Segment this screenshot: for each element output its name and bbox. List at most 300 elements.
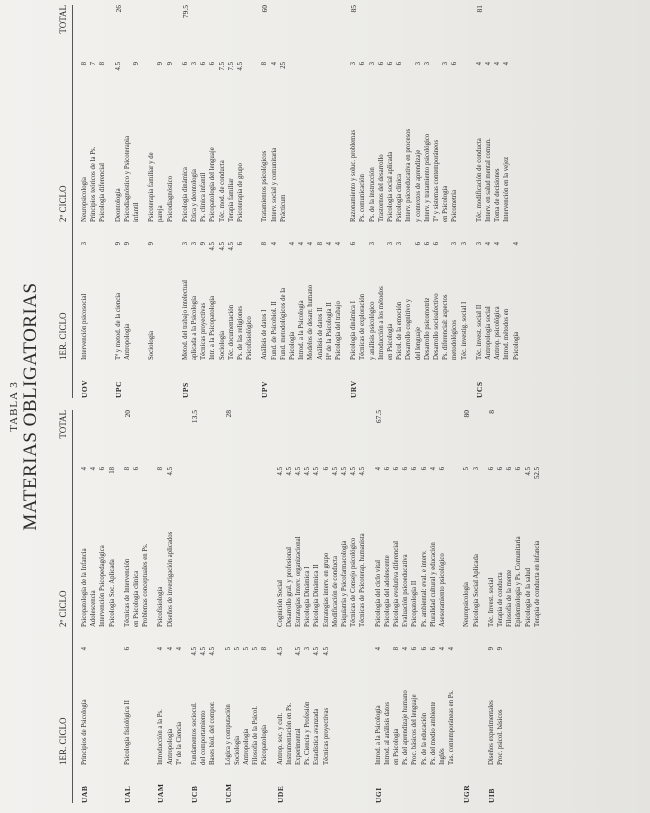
subject-name: Antropología — [123, 323, 131, 360]
subject-credits: 4 — [90, 467, 98, 471]
subject-name: Téc. documentación — [227, 304, 235, 360]
subject-item — [199, 647, 208, 765]
subject-name: en Psicología — [442, 185, 450, 222]
subject-item — [410, 467, 419, 627]
university-code: UCM — [223, 783, 233, 803]
subject-credits: 4.5 — [166, 467, 174, 476]
university-code: URV — [349, 380, 359, 398]
subject-name: Fund. metodológicos de la — [279, 287, 287, 360]
subject-name: Tª y metod. de la ciencia — [114, 292, 122, 360]
subject-credits: 3 — [414, 62, 422, 66]
subject-credits: 3 — [368, 242, 376, 246]
subject-item — [80, 647, 89, 765]
subject-name: Introducción a la Ps. — [157, 709, 165, 765]
university-total: 20 — [122, 410, 132, 418]
subject-name: Ps. del medio ambiente — [429, 701, 437, 765]
subject-item — [236, 62, 245, 222]
subject-credits: 9 — [148, 242, 156, 246]
subject-name: Proc. básicos del lenguaje — [411, 694, 419, 765]
subject-name: Técnicas de exploración — [359, 293, 367, 360]
subject-name: Instrumentación en Ps. — [285, 702, 293, 765]
subject-item — [218, 62, 227, 222]
subject-credits: 4.5 — [285, 467, 293, 476]
subject-item — [285, 467, 294, 627]
subject-credits: 4.5 — [341, 467, 349, 476]
subject-credits: 4 — [270, 62, 278, 66]
subject-item — [441, 242, 450, 360]
subject-item — [147, 242, 156, 360]
subject-credits: 4 — [175, 647, 183, 651]
subject-item — [358, 467, 367, 627]
subject-item — [496, 647, 505, 765]
subject-credits: 5 — [233, 647, 241, 651]
second-cycle-column — [80, 62, 108, 222]
subject-credits: 3 — [423, 62, 431, 66]
subject-credits — [123, 62, 132, 65]
subject-item — [276, 647, 285, 765]
subject-item — [98, 62, 107, 222]
subject-item — [414, 242, 423, 360]
subject-credits — [147, 62, 156, 65]
subject-name: Psicología del trabajo — [335, 301, 343, 360]
subject-item — [358, 62, 367, 222]
subject-credits: 3 — [387, 242, 394, 246]
university-total: 28 — [223, 410, 233, 418]
subject-item — [423, 62, 432, 222]
subject-credits: 4.5 — [313, 467, 321, 476]
subject-credits: 4.5 — [218, 242, 226, 251]
subject-item — [432, 242, 441, 360]
subject-name: Psicología evolutiva diferencial — [393, 540, 400, 627]
second-cycle-column — [487, 467, 542, 627]
subject-name: Psicología dinámica I — [350, 301, 358, 360]
subject-name: Bases biol. del compor. — [209, 701, 217, 765]
subject-credits: 8 — [261, 62, 269, 66]
subject-credits: 4 — [298, 242, 306, 246]
column-header-row — [52, 5, 74, 398]
subject-name: Ps. ambiental: eval. e interv. — [420, 550, 428, 627]
subject-item — [349, 467, 358, 627]
subject-name: Estrategias Interv. organizacional — [295, 536, 302, 627]
header-rule — [72, 410, 73, 803]
subject-item — [156, 647, 165, 765]
subject-credits: 8 — [393, 647, 400, 651]
second-cycle-column — [276, 467, 368, 627]
subject-credits: 8 — [123, 467, 131, 471]
subject-credits: 4 — [485, 242, 492, 246]
subject-credits: 3 — [81, 242, 88, 246]
subject-item — [80, 242, 89, 360]
university-code: UAM — [156, 783, 166, 803]
subject-credits: 4.5 — [209, 242, 217, 251]
subject-item — [218, 242, 227, 360]
subject-name: Hª de la Psicología II — [325, 302, 333, 360]
subject-item — [80, 467, 89, 627]
subject-name: Intr. a la Psicopatología — [209, 295, 217, 360]
subject-credits: 4.5 — [227, 242, 235, 251]
header-second-cycle: 2º CICLO — [58, 185, 68, 222]
university-code: UPC — [113, 381, 123, 398]
subject-item — [80, 62, 89, 222]
subject-item — [166, 647, 175, 765]
subject-credits: 3 — [460, 242, 468, 246]
subject-credits: 7.5 — [227, 62, 235, 71]
subject-credits: 6 — [99, 467, 107, 471]
subject-item — [285, 647, 294, 765]
subject-item — [245, 242, 254, 360]
subject-credits: 6 — [123, 647, 131, 651]
table-right-half — [52, 5, 642, 398]
subject-credits: 3 — [472, 467, 480, 471]
subject-credits: 3 — [181, 242, 189, 246]
subject-name: Ps. del aprendizaje humano — [402, 690, 410, 765]
subject-credits: 6 — [439, 467, 447, 471]
subject-name: Técnicas proyectivas — [322, 707, 330, 765]
subject-credits: 4 — [494, 242, 502, 246]
subject-credits: 8 — [261, 242, 269, 246]
first-cycle-column — [224, 647, 270, 765]
subject-name: Evaluación psicoeducativa — [402, 554, 410, 627]
subject-credits: 4 — [166, 647, 174, 651]
subject-name: Tas. contemporáneas en Ps. — [448, 690, 456, 765]
subject-name: Modelos de desarr. humano — [307, 284, 315, 360]
subject-credits: 4.5 — [237, 62, 245, 71]
subject-credits: 52.5 — [533, 467, 541, 479]
subject-item — [410, 647, 419, 765]
subject-credits — [245, 242, 254, 245]
subject-name: en Psicología clínica — [133, 570, 140, 627]
subject-item — [524, 467, 533, 627]
subject-name: Estadística avanzada — [313, 708, 321, 765]
subject-item — [429, 467, 438, 627]
subject-name: Psicopatología II — [411, 580, 419, 627]
subject-item — [227, 242, 236, 360]
subject-item — [438, 467, 447, 627]
subject-credits: 9 — [157, 62, 165, 66]
subject-name: y análisis psicológico — [368, 301, 376, 360]
subject-name: Intervención en la vejez — [503, 156, 511, 222]
subject-credits: 3 — [350, 62, 358, 66]
first-cycle-column — [114, 242, 132, 360]
first-cycle-column — [181, 242, 255, 360]
subject-item — [374, 467, 383, 627]
subject-credits: 4 — [307, 242, 315, 246]
subject-credits: 6 — [383, 467, 391, 471]
subject-item — [493, 242, 502, 360]
subject-credits: 6 — [433, 242, 441, 246]
subject-name: Asesoramiento psicológico — [439, 553, 447, 627]
subject-item — [450, 62, 459, 222]
subject-item — [98, 467, 107, 627]
subject-item — [316, 242, 325, 360]
subject-item — [322, 467, 331, 627]
subject-credits — [502, 242, 511, 245]
second-cycle-column — [123, 467, 151, 627]
subject-item — [294, 647, 303, 765]
second-cycle-column — [374, 467, 448, 627]
subject-item — [294, 467, 303, 627]
subject-credits: 6 — [209, 62, 217, 66]
subject-credits: 6 — [393, 467, 400, 471]
subject-item — [224, 647, 233, 765]
subject-item — [190, 647, 199, 765]
subject-credits: 4.5 — [276, 467, 284, 476]
subject-item — [401, 467, 410, 627]
subject-item — [349, 62, 358, 222]
second-cycle-column — [80, 467, 117, 627]
subject-name: Psicología de la salud — [524, 567, 532, 627]
subject-name: Antropología — [243, 728, 250, 765]
subject-name: Técnicas de Intervención — [123, 558, 131, 627]
subject-item — [270, 242, 279, 360]
subject-credits: 6 — [506, 467, 514, 471]
subject-item — [502, 62, 511, 222]
subject-item — [141, 467, 150, 627]
subject-item — [123, 647, 132, 765]
table-number: TABLA 3 — [8, 381, 20, 432]
subject-name: Interv. social y comunitaria — [270, 147, 278, 222]
subject-item — [358, 242, 367, 360]
subject-name: Antropología social — [485, 306, 492, 360]
header-second-cycle: 2º CICLO — [58, 590, 68, 627]
subject-credits: 5 — [243, 647, 250, 651]
subject-name: Fund. de Psicobiol. II — [270, 301, 278, 360]
subject-name: Psicometría — [451, 189, 459, 222]
subject-name: Interv. y tratamiento psicológico — [423, 133, 431, 222]
subject-name: Téc. mod. de conducta — [218, 160, 226, 222]
subject-item — [447, 647, 456, 765]
subject-item — [123, 467, 132, 627]
first-cycle-column — [80, 242, 89, 360]
second-cycle-column — [114, 62, 142, 222]
subject-item — [303, 467, 312, 627]
subject-item — [114, 242, 123, 360]
subject-item — [276, 467, 285, 627]
header-first-cycle: 1ER. CICLO — [58, 717, 68, 765]
subject-credits: 9 — [166, 62, 174, 66]
subject-name: Ps. clínica infantil — [200, 172, 208, 222]
subject-item — [404, 62, 413, 222]
subject-item — [156, 62, 165, 222]
subject-credits: 9 — [133, 62, 140, 66]
subject-credits: 4 — [335, 242, 343, 246]
subject-item — [420, 467, 429, 627]
subject-credits: 4.5 — [331, 467, 339, 476]
subject-credits: 3 — [368, 62, 376, 66]
subject-item — [377, 242, 386, 360]
subject-item — [450, 242, 459, 360]
subject-item — [322, 647, 331, 765]
subject-name: Ps. comunicación — [359, 174, 367, 222]
subject-name: Introducción a los métodos — [377, 286, 385, 360]
subject-item — [132, 62, 141, 222]
subject-credits: 7 — [90, 62, 98, 66]
subject-name: Cognición Social — [276, 579, 284, 627]
subject-credits: 9 — [497, 647, 504, 651]
subject-credits — [279, 242, 288, 245]
first-cycle-column — [475, 242, 521, 360]
first-cycle-column — [190, 647, 218, 765]
subject-name: Neuropsicología — [463, 582, 471, 627]
subject-name: Téc. investig. social I — [460, 301, 468, 360]
university-code: UOV — [80, 379, 89, 398]
university-code: UCS — [474, 381, 484, 398]
subject-item — [306, 242, 315, 360]
table-title: MATERIAS OBLIGATORIAS — [20, 282, 41, 531]
second-cycle-column — [147, 62, 175, 222]
subject-item — [89, 467, 98, 627]
subject-name: Terapia familiar — [227, 178, 235, 222]
subject-name: Psicoterapia de grupo — [237, 163, 245, 222]
subject-credits: 3 — [396, 242, 404, 246]
subject-name: Téc. Invest. social — [487, 577, 495, 627]
subject-item — [89, 62, 98, 222]
subject-name: Adolescencia — [90, 590, 98, 627]
subject-name: aplicada a la Psicología — [191, 296, 198, 360]
subject-name: Psicol. de la emoción — [396, 301, 404, 360]
subject-item — [325, 242, 334, 360]
subject-name: del lenguaje — [414, 326, 422, 360]
subject-name: Psicología — [512, 331, 520, 360]
university-code: UGR — [462, 784, 472, 803]
subject-name: Trastornos del desarrollo — [377, 154, 385, 222]
subject-name: Ética y deontología — [191, 169, 198, 222]
first-cycle-column — [349, 242, 469, 360]
subject-credits — [377, 242, 386, 245]
subject-name: Ps. Ciencia y Profesión — [304, 701, 312, 765]
subject-item — [242, 647, 251, 765]
subject-credits: 6 — [411, 647, 419, 651]
subject-name: Psicología Social Aplicada — [472, 554, 480, 627]
column-header-row — [52, 410, 74, 803]
subject-item — [374, 647, 383, 765]
subject-item — [123, 62, 132, 222]
subject-credits: 18 — [108, 467, 116, 474]
subject-item — [208, 62, 217, 222]
subject-item — [496, 467, 505, 627]
subject-credits: 6 — [411, 467, 419, 471]
subject-credits: 7.5 — [218, 62, 226, 71]
subject-name: Psicología Soc. Aplicada — [108, 559, 116, 627]
subject-name: Toma de decisiones — [494, 168, 502, 222]
university-total: 67.5 — [373, 410, 383, 424]
second-cycle-column — [349, 62, 459, 222]
subject-credits: 4 — [485, 62, 492, 66]
subject-name: Interv. psicoeducativa en procesos — [405, 128, 413, 222]
subject-item — [260, 62, 269, 222]
subject-item — [156, 467, 165, 627]
subject-item — [108, 467, 117, 627]
subject-credits: 4 — [475, 62, 483, 66]
subject-credits: 5 — [224, 647, 232, 651]
subject-name: y contextos de aprendizaje — [414, 149, 422, 222]
subject-credits — [441, 242, 450, 245]
subject-credits: 4.5 — [276, 647, 284, 656]
subject-credits — [285, 647, 294, 650]
subject-credits: 4 — [325, 242, 333, 246]
subject-name: Sociología — [233, 735, 241, 765]
subject-name: en Psicología — [393, 728, 400, 765]
subject-item — [502, 242, 511, 360]
subject-item — [190, 62, 199, 222]
university-code: UGI — [373, 787, 383, 803]
subject-item — [349, 242, 358, 360]
subject-credits — [404, 62, 413, 65]
subject-name: Sociología — [148, 330, 156, 360]
subject-item — [484, 62, 493, 222]
subject-name: Téc. modificación de conducta — [475, 138, 483, 222]
subject-item — [460, 242, 469, 360]
subject-item — [260, 242, 269, 360]
subject-name: Proc. psicol. básicos — [497, 709, 504, 765]
subject-name: Ps. de la instrucción — [368, 167, 376, 222]
subject-credits: 4.5 — [524, 467, 532, 476]
subject-credits: 4.5 — [313, 647, 321, 656]
subject-credits: 6 — [181, 62, 189, 66]
first-cycle-column — [260, 242, 343, 360]
subject-name: Deontología — [114, 188, 122, 222]
subject-item — [420, 647, 429, 765]
subject-credits — [432, 62, 441, 65]
subject-name: Psicología social aplicada — [387, 151, 394, 222]
subject-item — [270, 62, 279, 222]
subject-item — [401, 647, 410, 765]
subject-credits: 8 — [157, 467, 165, 471]
subject-name: Razonamiento y soluc. problemas — [350, 129, 358, 222]
first-cycle-column — [147, 242, 156, 360]
subject-credits: 4.5 — [359, 467, 367, 476]
subject-credits — [141, 467, 150, 470]
subject-name: Psicología Dinámica I — [304, 566, 312, 627]
second-cycle-column — [462, 467, 480, 627]
university-code: UCB — [190, 785, 199, 803]
subject-name: Tª y sistemas contemporáneos — [433, 139, 441, 222]
subject-item — [475, 62, 484, 222]
subject-name: Psicología Dinámica II — [313, 564, 321, 627]
subject-name: Terapia de conducta en infancia — [533, 540, 541, 627]
subject-item — [303, 647, 312, 765]
subject-name: Ps. de la educación — [420, 712, 428, 765]
subject-item — [368, 62, 377, 222]
subject-credits: 6 — [322, 467, 330, 471]
subject-item — [514, 467, 523, 627]
subject-credits: 6 — [414, 242, 422, 246]
subject-name: Filosofía de la mente — [506, 569, 514, 627]
subject-credits: 25 — [279, 62, 287, 69]
subject-name: Filosofía de la Psicol. — [252, 706, 260, 765]
subject-item — [297, 242, 306, 360]
subject-credits: 3 — [442, 62, 450, 66]
subject-item — [132, 467, 141, 627]
subject-credits: 6 — [402, 467, 410, 471]
subject-item — [227, 62, 236, 222]
subject-credits: 4 — [289, 242, 296, 246]
subject-name: Experimental — [295, 728, 302, 765]
subject-credits: 8 — [81, 62, 88, 66]
subject-item — [423, 242, 432, 360]
subject-credits: 4 — [157, 647, 165, 651]
subject-name: Epidemiología y Ps. Comunitaria — [515, 536, 523, 627]
subject-name: Antropología — [166, 728, 174, 765]
subject-name: Psicopatología del lenguaje — [209, 147, 217, 222]
subject-credits: 6 — [487, 467, 495, 471]
subject-credits: 3 — [191, 242, 198, 246]
subject-name: Lógica y computación — [224, 704, 232, 765]
subject-name: Psicología fisiológica II — [123, 700, 131, 765]
subject-item — [512, 242, 521, 360]
subject-name: Análisis de datos II — [316, 307, 324, 360]
subject-credits: 6 — [350, 242, 358, 246]
